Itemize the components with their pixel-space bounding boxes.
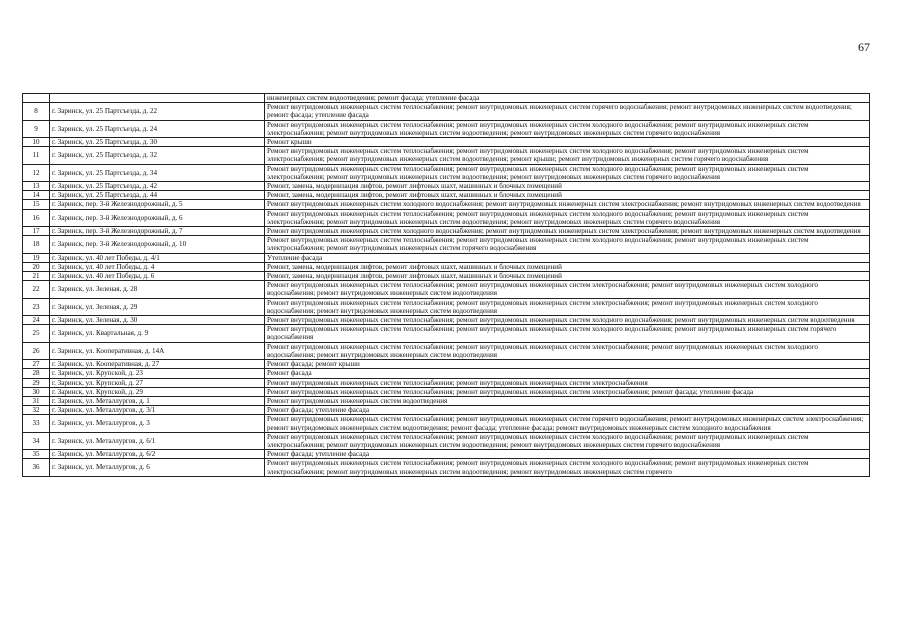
row-number: 22	[23, 281, 50, 298]
row-address: г. Заринск, ул. Металлургов, д. 3	[50, 415, 265, 432]
table-row	[23, 281, 870, 298]
row-address: г. Заринск, ул. 25 Партсъезда, д. 30	[50, 138, 265, 147]
row-number: 18	[23, 236, 50, 253]
row-number: 20	[23, 262, 50, 271]
row-works: Ремонт внутридомовых инженерных систем водоотведения	[265, 396, 870, 405]
table-row	[23, 120, 870, 137]
row-number: 36	[23, 459, 50, 476]
row-number: 16	[23, 209, 50, 226]
row-works: Ремонт внутридомовых инженерных систем теплоснабжения; ремонт внутридомовых инженерных систем холодного водоснабжения; ремонт внутридомовых инженерных систем электроснабжения; ремонт внутридомовых инженерных систем водоотведения; ремонт внутридомовых инженерных систем горячего водоснабжения	[265, 164, 870, 181]
row-works: Ремонт внутридомовых инженерных систем холодного водоснабжения; ремонт внутридомовых инженерных систем электроснабжения; ремонт внутридомовых инженерных систем водоотведения	[265, 227, 870, 236]
table-row	[23, 209, 870, 226]
row-works: Ремонт внутридомовых инженерных систем теплоснабжения; ремонт внутридомовых инженерных систем холодного водоснабжения; ремонт внутридомовых инженерных систем электроснабжения; ремонт внутридомовых инженерных систем водоотведения; ремонт крыши; ремонт внутридомовых инженерных систем горячего водоснабжения	[265, 147, 870, 164]
table-row	[23, 191, 870, 200]
row-address: г. Заринск, ул. Квартальная, д. 9	[50, 325, 265, 342]
row-number: 31	[23, 396, 50, 405]
row-number: 32	[23, 406, 50, 415]
row-address: г. Заринск, ул. Крупской, д. 27	[50, 378, 265, 387]
row-works: Ремонт внутридомовых инженерных систем теплоснабжения; ремонт внутридомовых инженерных систем холодного водоснабжения; ремонт внутридомовых инженерных систем электроснабжения; ремонт внутридомовых инженерных систем водоотведения; ремонт внутридомовых инженерных систем горячего водоснабжения	[265, 120, 870, 137]
row-works: Ремонт внутридомовых инженерных систем теплоснабжения; ремонт внутридомовых инженерных систем холодного водоснабжения; ремонт внутридомовых инженерных систем электроснабжения; ремонт внутридомовых инженерных систем водоотведения; ремонт внутридомовых инженерных систем горячего водоснабжения	[265, 209, 870, 226]
row-address: г. Заринск, ул. Зеленая, д. 30	[50, 316, 265, 325]
table-row	[23, 415, 870, 432]
row-address: г. Заринск, пер. 3-й Железнодорожный, д. 7	[50, 227, 265, 236]
row-address: г. Заринск, ул. 25 Партсъезда, д. 22	[50, 103, 265, 120]
table-row	[23, 262, 870, 271]
table-row	[23, 360, 870, 369]
table-row	[23, 396, 870, 405]
row-address: г. Заринск, ул. 25 Партсъезда, д. 24	[50, 120, 265, 137]
row-works: Ремонт внутридомовых инженерных систем теплоснабжения; ремонт внутридомовых инженерных систем электроснабжения	[265, 378, 870, 387]
page-number: 67	[858, 40, 870, 54]
row-works: Ремонт фасада; ремонт крыши	[265, 360, 870, 369]
table-body	[23, 94, 870, 477]
row-number: 23	[23, 298, 50, 315]
table-row	[23, 387, 870, 396]
row-address: г. Заринск, пер. 3-й Железнодорожный, д. 10	[50, 236, 265, 253]
table-row	[23, 236, 870, 253]
row-works: Ремонт внутридомовых инженерных систем теплоснабжения; ремонт внутридомовых инженерных систем электроснабжения; ремонт внутридомовых инженерных систем холодного водоснабжения; ремонт внутридомовых инженерных систем водоотведения	[265, 298, 870, 315]
row-number: 11	[23, 147, 50, 164]
row-number: 21	[23, 272, 50, 281]
table-row	[23, 459, 870, 476]
row-number: 8	[23, 103, 50, 120]
row-address: г. Заринск, пер. 3-й Железнодорожный, д. 5	[50, 200, 265, 209]
row-works: Ремонт внутридомовых инженерных систем теплоснабжения; ремонт внутридомовых инженерных систем холодного водоснабжения; ремонт внутридомовых инженерных систем электроснабжения; ремонт внутридомовых инженерных систем водоотведения; ремонт внутридомовых инженерных систем горячего	[265, 459, 870, 476]
table-row	[23, 342, 870, 359]
row-address: г. Заринск, ул. Металлургов, д. 1	[50, 396, 265, 405]
row-works: Ремонт фасада	[265, 369, 870, 378]
row-address: г. Заринск, ул. 40 лет Победы, д. 6	[50, 272, 265, 281]
table-row	[23, 94, 870, 103]
row-number: 10	[23, 138, 50, 147]
row-number: 15	[23, 200, 50, 209]
table-row	[23, 164, 870, 181]
row-works: инженерных систем водоотведения; ремонт фасада; утепление фасада	[265, 94, 870, 103]
table-row	[23, 316, 870, 325]
row-address: г. Заринск, ул. Металлургов, д. 6/2	[50, 450, 265, 459]
row-works: Ремонт внутридомовых инженерных систем теплоснабжения; ремонт внутридомовых инженерных систем холодного водоснабжения; ремонт внутридомовых инженерных систем горячего водоснабжения	[265, 325, 870, 342]
row-works: Ремонт, замена, модернизация лифтов, ремонт лифтовых шахт, машинных и блочных помещений	[265, 182, 870, 191]
row-works: Ремонт фасада; утепление фасада	[265, 406, 870, 415]
table-row	[23, 138, 870, 147]
row-number: 35	[23, 450, 50, 459]
row-address: г. Заринск, ул. 25 Партсъезда, д. 32	[50, 147, 265, 164]
row-works: Ремонт крыши	[265, 138, 870, 147]
row-works: Ремонт внутридомовых инженерных систем холодного водоснабжения; ремонт внутридомовых инженерных систем электроснабжения; ремонт внутридомовых инженерных систем водоотведения	[265, 200, 870, 209]
table-row	[23, 378, 870, 387]
row-works: Ремонт внутридомовых инженерных систем теплоснабжения; ремонт внутридомовых инженерных систем холодного водоснабжения; ремонт внутридомовых инженерных систем водоотведения	[265, 316, 870, 325]
row-number: 27	[23, 360, 50, 369]
row-address: г. Заринск, ул. 40 лет Победы, д. 4	[50, 262, 265, 271]
row-works: Ремонт, замена, модернизация лифтов, ремонт лифтовых шахт, машинных и блочных помещений	[265, 272, 870, 281]
row-number: 25	[23, 325, 50, 342]
table-row	[23, 298, 870, 315]
row-number: 17	[23, 227, 50, 236]
row-address: г. Заринск, ул. Кооперативная, д. 14А	[50, 342, 265, 359]
row-number: 29	[23, 378, 50, 387]
table-row	[23, 200, 870, 209]
row-address: г. Заринск, ул. Крупской, д. 23	[50, 369, 265, 378]
row-address: г. Заринск, ул. Зеленая, д. 29	[50, 298, 265, 315]
row-works: Утепление фасада	[265, 253, 870, 262]
row-works: Ремонт внутридомовых инженерных систем теплоснабжения; ремонт внутридомовых инженерных систем горячего водоснабжения; ремонт внутридомовых инженерных систем электроснабжения; ремонт внутридомовых инженерных систем водоотведения; ремонт фасада; утепление фасада; ремонт внутридомовых инженерных систем холодного водоснабжения	[265, 415, 870, 432]
row-works: Ремонт внутридомовых инженерных систем теплоснабжения; ремонт внутридомовых инженерных систем горячего водоснабжения; ремонт внутридомовых инженерных систем водоотведения; ремонт фасада; утепление фасада	[265, 103, 870, 120]
table-row	[23, 227, 870, 236]
row-address: г. Заринск, ул. 40 лет Победы, д. 4/1	[50, 253, 265, 262]
row-number: 12	[23, 164, 50, 181]
row-number: 34	[23, 432, 50, 449]
table-row	[23, 272, 870, 281]
row-number: 19	[23, 253, 50, 262]
row-address: г. Заринск, ул. 25 Партсъезда, д. 34	[50, 164, 265, 181]
table-row	[23, 432, 870, 449]
row-address	[50, 94, 265, 103]
row-number: 14	[23, 191, 50, 200]
row-number: 26	[23, 342, 50, 359]
table-row	[23, 450, 870, 459]
row-address: г. Заринск, ул. Зеленая, д. 28	[50, 281, 265, 298]
row-works: Ремонт внутридомовых инженерных систем теплоснабжения; ремонт внутридомовых инженерных систем холодного водоснабжения; ремонт внутридомовых инженерных систем электроснабжения; ремонт внутридомовых инженерных систем водоотведения; ремонт внутридомовых инженерных систем горячего водоснабжения	[265, 432, 870, 449]
row-works: Ремонт внутридомовых инженерных систем теплоснабжения; ремонт внутридомовых инженерных систем электроснабжения; ремонт фасада; утепление фасада	[265, 387, 870, 396]
row-number	[23, 94, 50, 103]
row-number: 33	[23, 415, 50, 432]
table-row	[23, 182, 870, 191]
row-number: 28	[23, 369, 50, 378]
row-number: 9	[23, 120, 50, 137]
row-works: Ремонт фасада; утепление фасада	[265, 450, 870, 459]
row-address: г. Заринск, ул. 25 Партсъезда, д. 42	[50, 182, 265, 191]
table-row	[23, 103, 870, 120]
row-works: Ремонт, замена, модернизация лифтов, ремонт лифтовых шахт, машинных и блочных помещений	[265, 191, 870, 200]
row-works: Ремонт внутридомовых инженерных систем теплоснабжения; ремонт внутридомовых инженерных систем холодного водоснабжения; ремонт внутридомовых инженерных систем электроснабжения; ремонт внутридомовых инженерных систем горячего водоснабжения	[265, 236, 870, 253]
table-row	[23, 147, 870, 164]
row-address: г. Заринск, ул. 25 Партсъезда, д. 44	[50, 191, 265, 200]
table-row	[23, 369, 870, 378]
table-row	[23, 325, 870, 342]
row-number: 24	[23, 316, 50, 325]
row-address: г. Заринск, ул. Металлургов, д. 3/1	[50, 406, 265, 415]
row-number: 13	[23, 182, 50, 191]
row-works: Ремонт внутридомовых инженерных систем теплоснабжения; ремонт внутридомовых инженерных систем электроснабжения; ремонт внутридомовых инженерных систем холодного водоснабжения; ремонт внутридомовых инженерных систем водоотведения	[265, 281, 870, 298]
repair-works-table	[22, 93, 870, 477]
table-row	[23, 253, 870, 262]
row-address: г. Заринск, ул. Металлургов, д. 6	[50, 459, 265, 476]
row-address: г. Заринск, ул. Кооперативная, д. 27	[50, 360, 265, 369]
row-address: г. Заринск, ул. Крупской, д. 29	[50, 387, 265, 396]
row-works: Ремонт внутридомовых инженерных систем теплоснабжения; ремонт внутридомовых инженерных систем электроснабжения; ремонт внутридомовых инженерных систем холодного водоснабжения; ремонт внутридомовых инженерных систем водоотведения	[265, 342, 870, 359]
row-number: 30	[23, 387, 50, 396]
row-works: Ремонт, замена, модернизация лифтов, ремонт лифтовых шахт, машинных и блочных помещений	[265, 262, 870, 271]
row-address: г. Заринск, ул. Металлургов, д. 6/1	[50, 432, 265, 449]
table-row	[23, 406, 870, 415]
row-address: г. Заринск, пер. 3-й Железнодорожный, д. 6	[50, 209, 265, 226]
